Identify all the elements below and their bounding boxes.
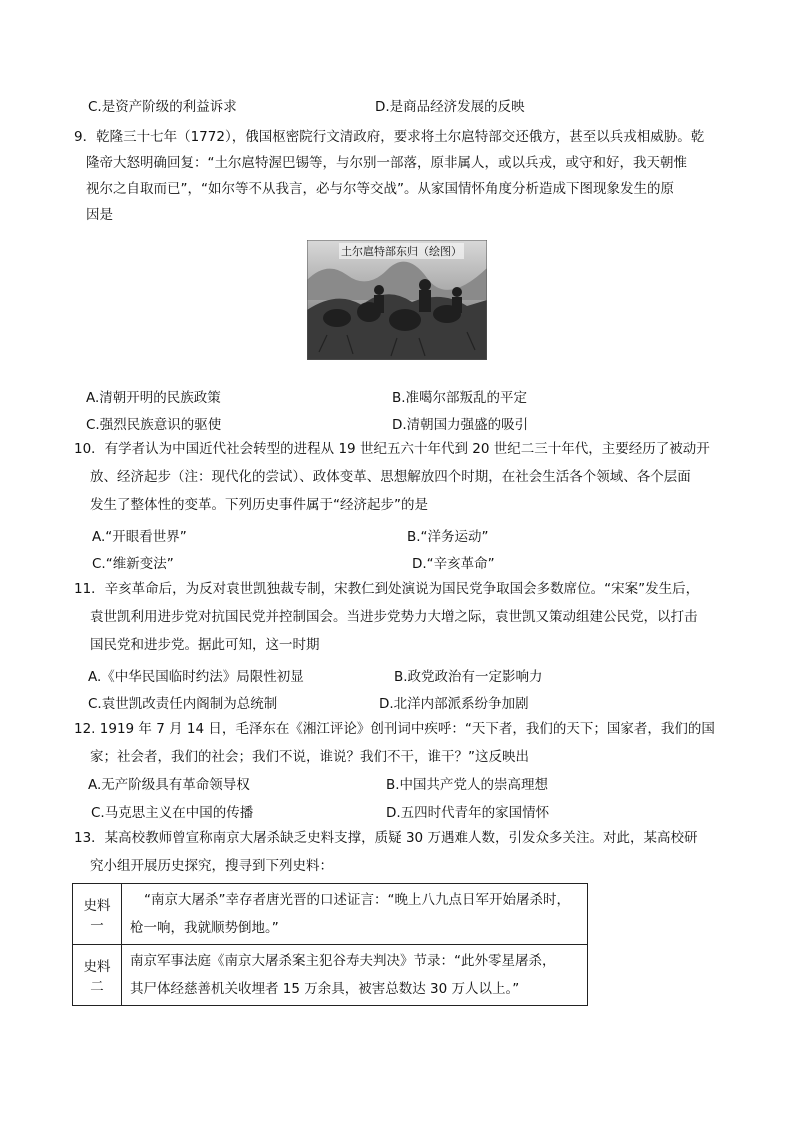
question-9-option-a: A.清朝开明的民族政策 bbox=[86, 390, 221, 406]
question-11-option-a: A.《中华民国临时约法》局限性初显 bbox=[88, 669, 304, 685]
question-13-line-1: 13．某高校教师曾宣称南京大屠杀缺乏史料支撑，质疑 30 万遇难人数，引发众多关注。对此，某高校研 bbox=[74, 830, 698, 846]
source-text-line: 其尸体经慈善机关收埋者 15 万余具，被害总数达 30 万人以上。” bbox=[130, 981, 520, 997]
table-row bbox=[73, 945, 588, 1006]
source-label: 史料二 bbox=[73, 945, 122, 1006]
question-9-option-d: D.清朝国力强盛的吸引 bbox=[392, 417, 529, 433]
question-12-option-d: D.五四时代青年的家国情怀 bbox=[386, 805, 550, 821]
source-label: 史料一 bbox=[73, 884, 122, 945]
question-9-line-3: 视尔之自取而已”，“如尔等不从我言，必与尔等交战”。从家国情怀角度分析造成下图现象发生的原 bbox=[86, 181, 674, 197]
historical-sources-table bbox=[72, 883, 588, 1006]
source-text bbox=[122, 945, 588, 1006]
q8-option-c: C.是资产阶级的利益诉求 bbox=[88, 99, 237, 115]
question-10-line-3: 发生了整体性的变革。下列历史事件属于“经济起步”的是 bbox=[90, 497, 428, 513]
source-text-line: “南京大屠杀”幸存者唐光晋的口述证言：“晚上八九点日军开始屠杀时， bbox=[144, 892, 570, 908]
q8-option-d: D.是商品经济发展的反映 bbox=[375, 99, 525, 115]
question-10-option-a: A.“开眼看世界” bbox=[92, 529, 187, 545]
question-12-stem bbox=[74, 719, 754, 771]
question-10-stem bbox=[74, 439, 754, 519]
question-9-line-2: 隆帝大怒明确回复：“土尔扈特渥巴锡等，与尔别一部落，原非属人，或以兵戎，或守和好，我天朝惟 bbox=[86, 155, 687, 171]
question-13-line-2: 究小组开展历史探究，搜寻到下列史料： bbox=[90, 858, 333, 874]
question-11-stem bbox=[74, 579, 754, 659]
question-9-line-1: 9．乾隆三十七年（1772），俄国枢密院行文清政府，要求将土尔扈特部交还俄方，甚至以兵戎相威胁。乾 bbox=[74, 129, 705, 145]
question-13-stem bbox=[74, 828, 754, 880]
question-10-line-2: 放、经济起步（注：现代化的尝试）、政体变革、思想解放四个时期，在社会生活各个领域、各个层面 bbox=[90, 469, 691, 485]
question-10-option-c: C.“维新变法” bbox=[92, 556, 174, 572]
question-9-stem bbox=[74, 127, 734, 227]
source-text-line: 枪一响，我就顺势倒地。” bbox=[130, 920, 279, 936]
question-11-line-3: 国民党和进步党。据此可知，这一时期 bbox=[90, 637, 320, 653]
question-11-line-1: 11．辛亥革命后，为反对袁世凯独裁专制，宋教仁到处演说为国民党争取国会多数席位。“宋案”发生后， bbox=[74, 581, 700, 597]
question-12-line-1: 12. 1919 年 7 月 14 日，毛泽东在《湘江评论》创刊词中疾呼：“天下者，我们的天下；国家者，我们的国 bbox=[74, 721, 715, 737]
question-12-option-a: A.无产阶级具有革命领导权 bbox=[88, 777, 250, 793]
painting-caption: 土尔扈特部东归（绘图） bbox=[341, 245, 462, 258]
question-11-option-b: B.政党政治有一定影响力 bbox=[394, 669, 543, 685]
question-11-line-2: 袁世凯利用进步党对抗国民党并控制国会。当进步党势力大增之际，袁世凯又策动组建公民党，以打击 bbox=[90, 609, 698, 625]
source-text-line: 南京军事法庭《南京大屠杀案主犯谷寿夫判决》节录：“此外零星屠杀， bbox=[130, 953, 556, 969]
question-10-option-d: D.“辛亥革命” bbox=[412, 556, 495, 572]
question-11-option-d: D.北洋内部派系纷争加剧 bbox=[379, 696, 529, 712]
question-10-line-1: 10．有学者认为中国近代社会转型的进程从 19 世纪五六十年代到 20 世纪二三十年代，主要经历了被动开 bbox=[74, 441, 710, 457]
question-11-option-c: C.袁世凯改责任内阁制为总统制 bbox=[88, 696, 278, 712]
question-10-option-b: B.“洋务运动” bbox=[407, 529, 489, 545]
question-12-line-2: 家；社会者，我们的社会；我们不说，谁说？我们不干，谁干？”这反映出 bbox=[90, 749, 529, 765]
question-12-option-b: B.中国共产党人的崇高理想 bbox=[386, 777, 549, 793]
question-9-option-b: B.准噶尔部叛乱的平定 bbox=[392, 390, 528, 406]
question-12-option-c: C.马克思主义在中国的传播 bbox=[91, 805, 254, 821]
source-text bbox=[122, 884, 588, 945]
question-9-line-4: 因是 bbox=[86, 207, 113, 223]
table-row bbox=[73, 884, 588, 945]
question-9-option-c: C.强烈民族意识的驱使 bbox=[86, 417, 222, 433]
